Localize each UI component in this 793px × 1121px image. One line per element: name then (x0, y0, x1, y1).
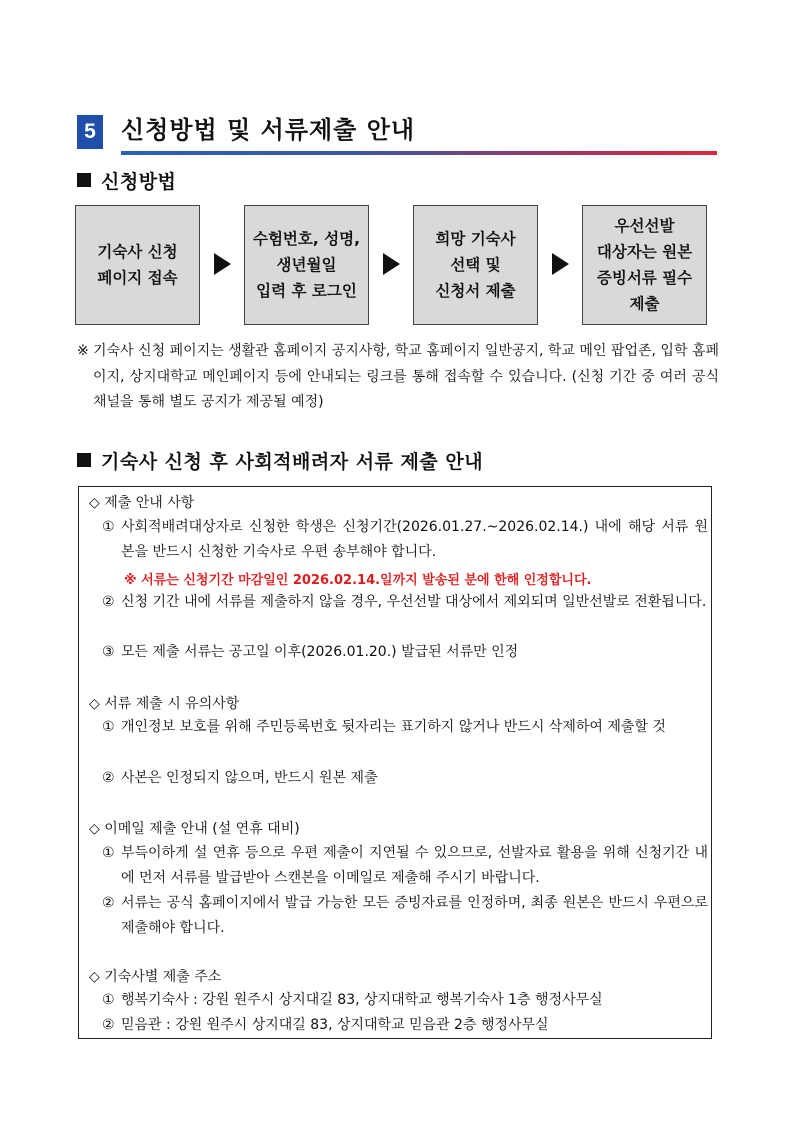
section-underline (121, 151, 717, 155)
section-number: 5 (77, 115, 103, 149)
list-item: ① 개인정보 보호를 위해 주민등록번호 뒷자리는 표기하지 않거나 반드시 삭제하여 제출할 것 (102, 719, 666, 735)
deadline-warning: ※ 서류는 신청기간 마감일인 2026.02.14.일까지 발송된 분에 한해 인정합니다. (124, 573, 592, 588)
group-title-email: ◇ 이메일 제출 안내 (설 연휴 대비) (89, 821, 300, 837)
method-note (77, 339, 719, 416)
arrow-right-icon (214, 253, 231, 275)
method-heading: 신청방법 (77, 167, 176, 194)
section-header (77, 111, 717, 155)
group-title-submission: ◇ 제출 안내 사항 (89, 495, 195, 511)
flow-step-2: 수험번호, 성명, 생년월일 입력 후 로그인 (244, 205, 369, 325)
list-item: ② 신청 기간 내에 서류를 제출하지 않을 경우, 우선선발 대상에서 제외되며 일반선발로 전환됩니다. (102, 594, 707, 610)
application-flow (75, 205, 707, 325)
list-item: ② 서류는 공식 홈페이지에서 발급 가능한 모든 증빙자료를 인정하며, 최종 원본은 반드시 우편으로 제출해야 합니다. (102, 895, 708, 936)
note-mark: ※ (77, 343, 89, 359)
section-title: 신청방법 및 서류제출 안내 (121, 116, 416, 144)
group-title-cautions: ◇ 서류 제출 시 유의사항 (89, 696, 240, 712)
list-item: ③ 모든 제출 서류는 공고일 이후(2026.01.20.) 발급된 서류만 인정 (102, 644, 519, 660)
list-item: ① 사회적배려대상자로 신청한 학생은 신청기간(2026.01.27.~2026.02.14.) 내에 해당 서류 원본을 반드시 신청한 기숙사로 우편 송부해야 합니다. (102, 519, 708, 560)
square-bullet-icon (77, 173, 91, 187)
square-bullet-icon (77, 453, 91, 467)
arrow-right-icon (552, 253, 569, 275)
group-title-addresses: ◇ 기숙사별 제출 주소 (89, 969, 222, 985)
docs-info-box (78, 486, 712, 1039)
list-item: ② 믿음관 : 강원 원주시 상지대길 83, 상지대학교 믿음관 2층 행정사무실 (102, 1017, 549, 1033)
list-item: ① 행복기숙사 : 강원 원주시 상지대길 83, 상지대학교 행복기숙사 1층 행정사무실 (102, 992, 603, 1008)
docs-heading: 기숙사 신청 후 사회적배려자 서류 제출 안내 (77, 447, 483, 474)
list-item: ② 사본은 인정되지 않으며, 반드시 원본 제출 (102, 770, 378, 786)
list-item: ① 부득이하게 설 연휴 등으로 우편 제출이 지연될 수 있으므로, 선발자료 활용을 위해 신청기간 내에 먼저 서류를 발급받아 스캔본을 이메일로 제출해 주시기 바랍니다. (102, 845, 708, 886)
flow-step-3: 희망 기숙사 선택 및 신청서 제출 (413, 205, 538, 325)
method-note-text: 기숙사 신청 페이지는 생활관 홈페이지 공지사항, 학교 홈페이지 일반공지, 학교 메인 팝업존, 입학 홈페이지, 상지대학교 메인페이지 등에 안내되는 링크를 통해 접속할 수 있습니다. (신청 기간 중 여러 공식 채널을 통해 별도 공지가 제공될 예정) (93, 343, 719, 410)
flow-step-4: 우선선발 대상자는 원본 증빙서류 필수 제출 (582, 205, 707, 325)
arrow-right-icon (383, 253, 400, 275)
flow-step-1: 기숙사 신청 페이지 접속 (75, 205, 200, 325)
